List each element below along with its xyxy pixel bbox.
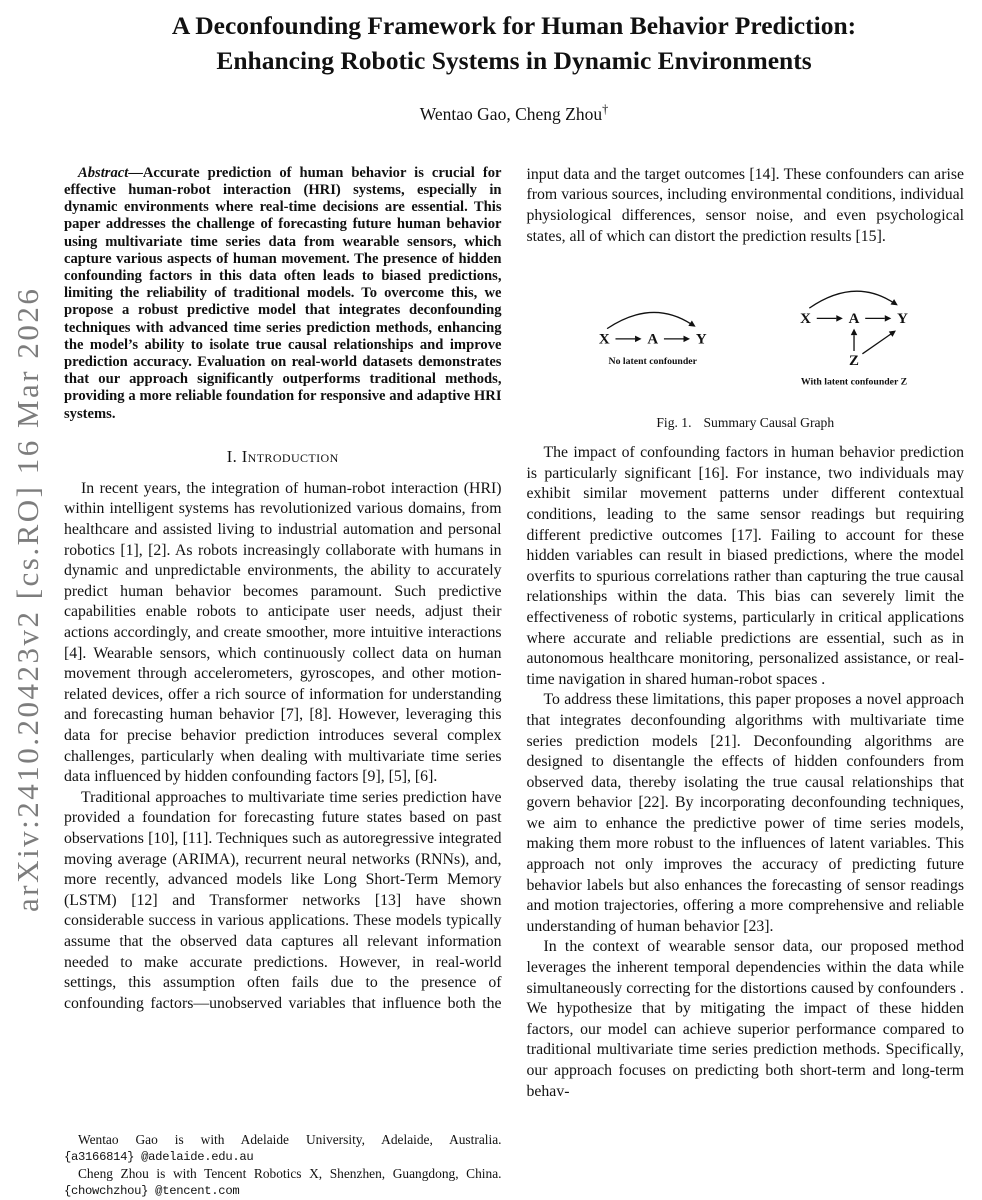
arrowhead [684, 336, 691, 343]
impact-paragraph: The impact of confounding factors in human behavior prediction is particularly significant [16]. For instance, two individuals may exhibit similar movement patterns under different contextual conditions, leading to the same sensor readings but requiring different predictive outcomes [17]. Failing to account for these hidden variables can result in biased predictions, where the model overfits to spurious correlations rather than capturing the true causal relationships within the data. This bias can severely limit the effectiveness of robotic systems, particularly in critical applications where accurate and reliable predictions are essential, such as in autonomous healthcare monitoring, personalized assistance, or real-time navigation in shared human-robot spaces . [526, 444, 964, 688]
node-a-right: A [848, 311, 860, 328]
arrowhead [635, 336, 642, 343]
edge-x-to-y-arc [810, 291, 894, 308]
author-footnote-2 [64, 1166, 502, 1200]
node-x-left: X [599, 331, 610, 348]
right-graph-label: With latent confounder Z [801, 376, 908, 388]
figure-1-caption [527, 415, 965, 431]
abstract-label: Abstract [78, 164, 129, 181]
arrowhead [837, 315, 844, 322]
abstract-text: Accurate prediction of human behavior is crucial for effective human-robot interaction (HRI) systems, especially in dynamic environments where real-time decisions are essential. This paper addresses the challenge of forecasting future human behavior using multivariate time series data from wearable sensors, which capture various aspects of human movement. The presence of hidden confounding factors in this data often leads to biased predictions, limiting the reliability of traditional models. To overcome this, we propose a robust predictive model that integrates deconfounding techniques with advanced time series prediction methods, enhancing the model’s ability to isolate true causal relationships and improve prediction accuracy. Evaluation on real-world datasets demonstrates that our approach significantly outperforms traditional methods, providing a more reliable foundation for responsive and adaptive HRI systems. [64, 164, 502, 422]
continuation-paragraph: input data and the target outcomes [14]. These confounders can arise from various sources, including environmental conditions, individual physiological differences, sensor noise, and even psychological states, all of which can distort the prediction results [15]. [526, 165, 964, 245]
author-footnotes [64, 1126, 502, 1200]
node-z: Z [849, 353, 860, 370]
right-column [527, 165, 965, 1200]
node-x-right: X [800, 311, 812, 328]
author-dagger: † [602, 102, 609, 116]
abstract [64, 165, 502, 423]
paper-title-line1: A Deconfounding Framework for Human Behavior Prediction: [171, 11, 857, 40]
authors-line [64, 102, 964, 125]
intro-paragraph-1: In recent years, the integration of human-robot interaction (HRI) within intelligent systems has revolutionized various domains, from healthcare and assisted living to industrial automation and personal robotics [1], [2]. As robots increasingly collaborate with humans in dynamic and unpredictable environments, the ability to accurately predict human behavior becomes paramount. Such predictive capabilities enable robots to anticipate user needs, adjust their actions accordingly, and create smoother, more intuitive interactions [4]. Wearable sensors, which continuously collect data on human movement through accelerometers, gyroscopes, and other motion-related devices, offer a rich source of information for understanding and forecasting human behavior [7], [8]. However, leveraging this data for precise behavior prediction introduces several complex challenges, particularly when dealing with multivariate time series data influenced by hidden confounding factors [9], [5], [6]. [64, 479, 502, 786]
context-paragraph: In the context of wearable sensor data, our proposed method leverages the inherent temporal dependencies within the data while simultaneously correcting for the distortions caused by confounders . We hypothesize that by mitigating the impact of these hidden factors, our model can achieve superior performance compared to traditional multivariate time series prediction methods. Specifically, our approach focuses on predicting both short-term and long-term behav- [526, 938, 964, 1100]
section-number: I. [226, 446, 238, 466]
author-names: Wentao Gao, Cheng Zhou [419, 103, 603, 124]
figure-caption-text: Summary Causal Graph [703, 415, 835, 431]
footnote-1-email: {a3166814} @adelaide.edu.au [64, 1150, 254, 1165]
causal-graph-no-confounder [599, 313, 707, 368]
arrowhead [885, 315, 892, 322]
node-y-left: Y [696, 331, 707, 348]
two-column-body [64, 165, 964, 1200]
node-a-left: A [647, 331, 659, 348]
causal-graph-figure [540, 265, 950, 396]
abstract-dash: — [128, 164, 143, 181]
footnote-2-email: {chowchzhou} @tencent.com [64, 1184, 240, 1199]
figure-caption-label: Fig. 1. [656, 415, 692, 431]
left-column [64, 165, 502, 1200]
node-y-right: Y [897, 311, 909, 328]
section-heading-introduction [64, 447, 502, 467]
edge-z-to-y [863, 334, 891, 354]
left-graph-label: No latent confounder [608, 356, 698, 368]
intro-paragraph-2: Traditional approaches to multivariate time series prediction have provided a foundation for forecasting future states based on past observations [10], [11]. Techniques such as autoregressive integrated moving average (ARIMA), recurrent neural networks (RNNs), and, more recently, advanced models like Long Short-Term Memory (LSTM) [12] and Transformer networks [13] have shown considerable success in various applications. These models typically assume that the observed data captures all relevant information needed to make accurate predictions. However, in real-world settings, this assumption often fails due to the presence of confounding factors—unobserved variables that influence both the [64, 788, 502, 1012]
figure-1 [527, 265, 965, 431]
arrowhead [851, 329, 858, 336]
paper-title-line2: Enhancing Robotic Systems in Dynamic Environments [216, 46, 812, 75]
section-title: Introduction [241, 446, 339, 466]
approach-paragraph: To address these limitations, this paper proposes a novel approach that integrates deconfounding algorithms with multivariate time series prediction models [21]. Deconfounding algorithms are designed to disentangle the effects of hidden confounders from observed data, thereby isolating the true causal relationships that govern behavior [22]. By incorporating deconfounding techniques, we aim to enhance the predictive power of time series models, making them more robust to the influences of latent variables. This approach not only improves the accuracy of predicting future behavior labels but also enhances the forecasting of sensor readings and motion trajectories, offering a more comprehensive and reliable understanding of human behavior [23]. [526, 691, 964, 935]
arxiv-watermark: arXiv:2410.20423v2 [cs.RO] 16 Mar 2026 [10, 286, 45, 912]
causal-graph-with-confounder [800, 291, 908, 387]
edge-x-to-y-arc [607, 313, 691, 329]
footnote-2-text: Cheng Zhou is with Tencent Robotics X, Shenzhen, Guangdong, China. [78, 1166, 502, 1182]
paper-title [64, 8, 964, 78]
footnote-1-text: Wentao Gao is with Adelaide University, Adelaide, Australia. [78, 1132, 502, 1148]
arrowhead [889, 331, 896, 337]
author-footnote-1 [64, 1132, 502, 1166]
